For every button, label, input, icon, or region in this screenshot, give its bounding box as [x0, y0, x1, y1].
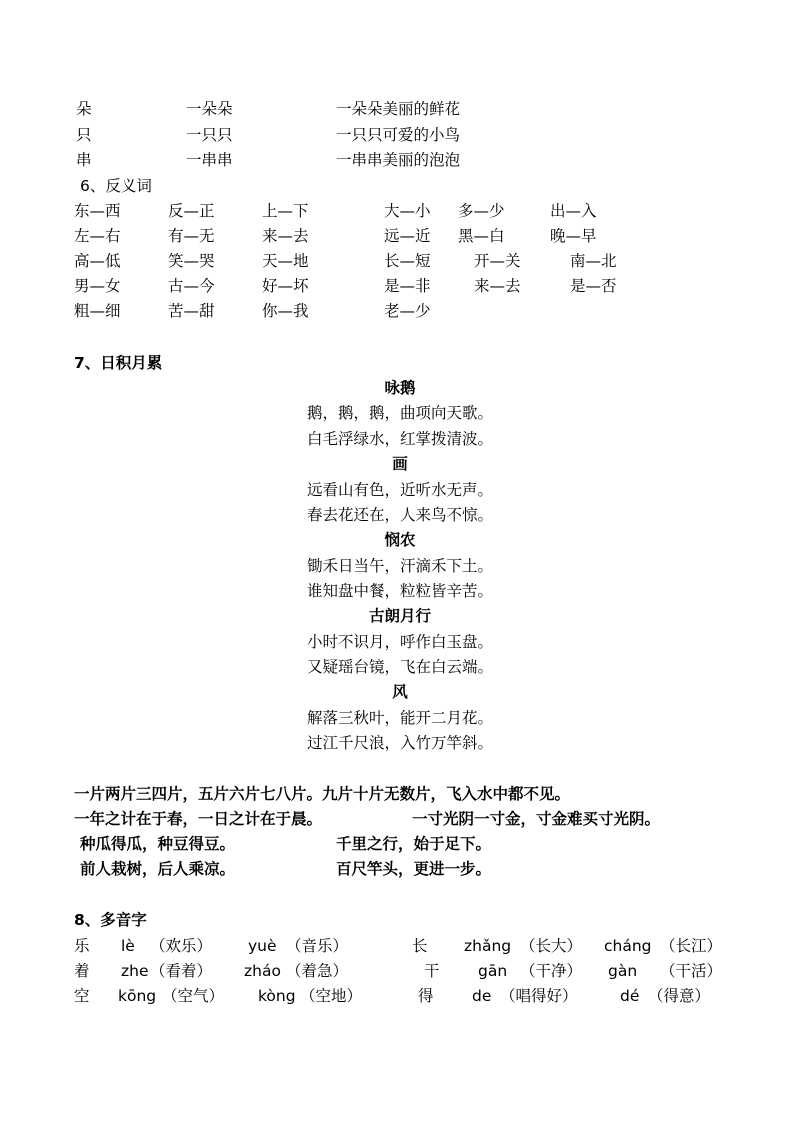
pinyin: gān [478, 962, 508, 980]
pinyin: kòng [258, 987, 296, 1005]
measure-word: 朵 [76, 100, 92, 118]
example-word: （空气） [162, 987, 225, 1005]
antonym-pair: 是—非 [384, 277, 431, 295]
example-word: （长江） [660, 937, 723, 955]
example-word: （得意） [648, 987, 711, 1005]
measure-word: 串 [76, 151, 92, 169]
poem-line: 白毛浮绿水，红掌拨清波。 [306, 430, 493, 448]
antonym-pair: 你—我 [262, 302, 309, 320]
antonym-pair: 南—北 [570, 252, 617, 270]
measure-word-phrase: 一只只可爱的小鸟 [336, 126, 461, 144]
saying: 一寸光阴一寸金，寸金难买寸光阴。 [412, 810, 661, 828]
poem-line: 过江千尺浪，入竹万竿斜。 [306, 734, 493, 752]
antonym-pair: 男—女 [74, 277, 121, 295]
poem-line: 又疑瑶台镜，飞在白云端。 [306, 658, 493, 676]
example-word: （长大） [520, 937, 583, 955]
poem-line: 谁知盘中餐，粒粒皆辛苦。 [306, 582, 493, 600]
poem-line: 鹅，鹅，鹅，曲项向天歌。 [306, 404, 493, 422]
polyphone-char: 得 [418, 987, 434, 1005]
antonym-pair: 苦—甜 [168, 302, 215, 320]
polyphone-char: 乐 [74, 937, 90, 955]
example-word: （欢乐） [150, 937, 213, 955]
antonym-pair: 好—坏 [262, 277, 309, 295]
section-7-title: 7、日积月累 [74, 354, 163, 372]
poem-line: 小时不识月，呼作白玉盘。 [306, 633, 493, 651]
pinyin: zhe [121, 962, 149, 980]
poem-title: 悯农 [384, 531, 416, 549]
antonym-pair: 粗—细 [74, 302, 121, 320]
pinyin: gàn [608, 962, 638, 980]
example-word: （唱得好） [500, 987, 578, 1005]
measure-word: 只 [76, 126, 92, 144]
pinyin: lè [121, 937, 135, 955]
example-word: （干活） [660, 962, 723, 980]
antonym-pair: 高—低 [74, 252, 121, 270]
pinyin: yuè [248, 937, 277, 955]
pinyin: dé [620, 987, 640, 1005]
saying: 一年之计在于春，一日之计在于晨。 [74, 810, 323, 828]
saying: 种瓜得瓜，种豆得豆。 [80, 835, 236, 853]
polyphone-char: 着 [74, 962, 90, 980]
antonym-pair: 出—入 [550, 202, 597, 220]
poem-title: 古朗月行 [368, 607, 431, 625]
antonym-pair: 有—无 [168, 227, 215, 245]
antonym-pair: 是—否 [570, 277, 617, 295]
saying: 千里之行，始于足下。 [336, 835, 492, 853]
antonym-pair: 古—今 [168, 277, 215, 295]
measure-word-repeat: 一只只 [186, 126, 233, 144]
pinyin: zhǎng [464, 937, 512, 955]
example-word: （空地） [300, 987, 363, 1005]
measure-word-phrase: 一朵朵美丽的鲜花 [336, 100, 461, 118]
antonym-pair: 天—地 [262, 252, 309, 270]
antonym-pair: 黑—白 [458, 227, 505, 245]
section-6-title: 6、反义词 [80, 177, 152, 195]
antonym-pair: 上—下 [262, 202, 309, 220]
antonym-pair: 来—去 [262, 227, 309, 245]
example-word: （看着） [150, 962, 213, 980]
polyphone-char: 空 [74, 987, 90, 1005]
antonym-pair: 左—右 [74, 227, 121, 245]
section-8-title: 8、多音字 [74, 911, 147, 929]
antonym-pair: 长—短 [384, 252, 431, 270]
poem-title: 风 [392, 683, 408, 701]
poem-line: 远看山有色，近听水无声。 [306, 481, 493, 499]
antonym-pair: 晚—早 [550, 227, 597, 245]
antonym-pair: 多—少 [458, 202, 505, 220]
pinyin: kōng [118, 987, 157, 1005]
poem-line: 锄禾日当午，汗滴禾下土。 [306, 557, 493, 575]
polyphone-char: 干 [424, 962, 440, 980]
pinyin: cháng [604, 937, 652, 955]
polyphone-char: 长 [412, 937, 428, 955]
measure-word-phrase: 一串串美丽的泡泡 [336, 151, 461, 169]
measure-word-repeat: 一朵朵 [186, 100, 233, 118]
pinyin: de [472, 987, 492, 1005]
pinyin: zháo [244, 962, 281, 980]
example-word: （音乐） [286, 937, 349, 955]
example-word: （着急） [286, 962, 349, 980]
poem-title: 咏鹅 [384, 379, 416, 397]
antonym-pair: 来—去 [474, 277, 521, 295]
antonym-pair: 开—关 [474, 252, 521, 270]
poem-line: 解落三秋叶，能开二月花。 [306, 709, 493, 727]
antonym-pair: 老—少 [384, 302, 431, 320]
antonym-pair: 反—正 [168, 202, 215, 220]
poem-line: 春去花还在，人来鸟不惊。 [306, 506, 493, 524]
antonym-pair: 东—西 [74, 202, 121, 220]
saying: 一片两片三四片，五片六片七八片。九片十片无数片，飞入水中都不见。 [74, 785, 571, 803]
saying: 前人栽树，后人乘凉。 [80, 860, 236, 878]
antonym-pair: 大—小 [384, 202, 431, 220]
antonym-pair: 远—近 [384, 227, 431, 245]
measure-word-repeat: 一串串 [186, 151, 233, 169]
poem-title: 画 [392, 455, 408, 473]
antonym-pair: 笑—哭 [168, 252, 215, 270]
example-word: （干净） [520, 962, 583, 980]
saying: 百尺竿头，更进一步。 [336, 860, 492, 878]
